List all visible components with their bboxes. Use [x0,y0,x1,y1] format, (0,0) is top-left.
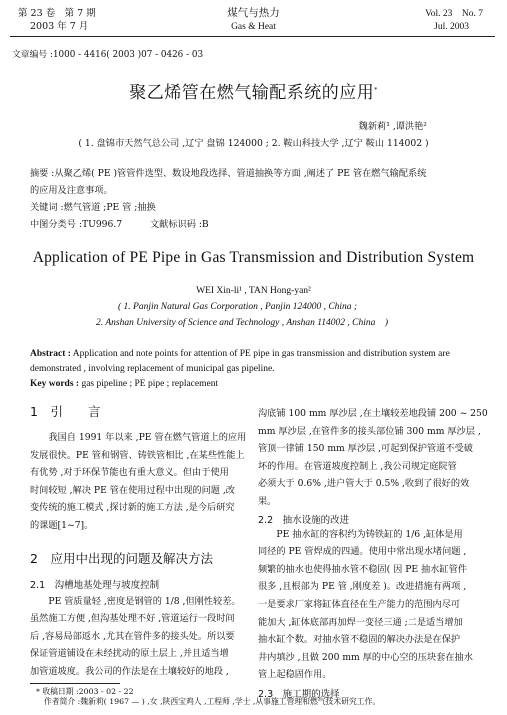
body-line: 沟底铺 100 mm 厚沙层 ,在土壤较差地段铺 200 ~ 250 [258,408,488,419]
classification-row [30,216,490,233]
header-volume-en: Vol. 23 No. 7 [425,9,483,19]
affiliation-en-1: ( 1. Panjin Natural Gas Corporation , Panjin 124000 , China ; [118,302,358,312]
article-number: 文章编号 :1000 - 4416( 2003 )07 - 0426 - 03 [12,50,204,60]
footnote-received: * 收稿日期 :2003 - 02 - 22 [36,687,134,696]
body-line: 发展很快。PE 管和钢管、铸铁管相比 ,在某些性能上 [30,449,245,461]
abstract-cn-line: 摘要 :从聚乙烯( PE )管管件选型、数设地段选择、管道抽换等方面 ,阐述了 PE 管在燃气输配系统 [30,168,427,179]
body-line: 果。 [258,495,277,507]
subsection-2-2-title: 2.2 抽水设施的改进 [258,514,350,526]
body-line: 加管道坡度。我公司的作法是在土壤较好的地段 , [30,665,229,677]
abstract-en-label: Abstract : [30,349,71,359]
abstract-en-line: demonstrated , involving replacement of municipal gas pipeline. [30,364,275,374]
right-body-continued [258,405,490,511]
left-column [30,402,250,681]
authors-cn: 魏新莉¹ ,谭洪艳² [358,121,427,132]
body-line: 抽水缸个数。对抽水管不稳固的解决办法是在保护 [258,634,461,646]
article-title-en: Application of PE Pipe in Gas Transmission and Distribution System [32,249,475,266]
footnote-rule [30,683,120,684]
body-line: 坏的作用。在管道坡度控制上 ,我公司规定庭院管 [258,460,457,472]
body-line: 的课题[1~7]。 [30,519,94,531]
header-volume-cn: 第 23 卷 第 7 期 [18,8,96,19]
article-title-cn [0,78,507,103]
body-line: 能加大 ,缸体底部再加焊一变径三通 ;二是适当增加 [258,616,463,628]
subsection-2-3-title: 2.3 施工期的选择 [258,688,340,700]
section-1-title: 1 引 言 [30,404,101,419]
body-line: 保证管道铺设在未经扰动的原土层上 ,并且适当增 [30,648,229,660]
authors-en: WEI Xin-li¹ , TAN Hong-yan² [196,286,311,296]
body-line: 同径的 PE 管焊成的四通。使用中常出现水堵问题 , [258,546,467,558]
body-line: 虽然施工方便 ,但沟基处理不好 ,管道运行一段时间 [30,613,235,625]
section-2-title: 2 应用中出现的问题及解决方法 [30,550,213,566]
abstract-en [30,347,490,392]
article-title-text: 聚乙烯管在燃气输配系统的应用 [129,83,375,103]
header-date-en: Jul. 2003 [434,22,469,32]
body-line: 管顶一律铺 150 mm 厚沙层 ,可起到保护管道不受破 [258,443,473,455]
subsection-2-1-title: 2.1 沟槽地基处理与坡度控制 [30,579,160,591]
abstract-cn [30,165,490,233]
right-column [258,405,490,700]
body-line: 一是要求厂家将缸体直径在生产能力的范围内尽可 [258,598,461,610]
body-line: 频繁的抽水也使得抽水管不稳固( 因 PE 抽水缸管件 [258,563,467,575]
abstract-en-line: Application and note points for attention of PE pipe in gas transmission and distribution system are [70,349,450,359]
body-line: 我国自 1991 年以来 ,PE 管在燃气管道上的应用 [48,432,247,443]
doc-code: 文献标识码 :B [149,219,209,230]
title-footnote-mark: * [374,86,378,94]
body-line: 管上起稳固作用。 [258,669,332,681]
body-line: PE 管质量轻 ,密度是钢管的 1/8 ,但刚性较差。 [48,595,241,607]
header-journal-cn: 煤气与热力 [227,7,280,19]
abstract-cn-line: 的应用及注意事项。 [30,185,113,196]
footnote-author-bio: 作者简介 :魏新莉( 1967 — ) ,女 ,陕西宝鸡人 ,工程师 ,学士 ,从事施工管理和燃气技术研究工作。 [44,697,381,706]
body-line: 必须大于 0.6% ,进户管大于 0.5% ,收到了很好的效 [258,478,470,490]
body-line: 有优势 ,对于环保节能也有重大意义。但由于使用 [30,467,229,479]
keywords-en: gas pipeline ; PE pipe ; replacement [79,379,219,389]
body-line: 时间较短 ,解决 PE 管在使用过程中出现的问题 ,改 [30,484,235,496]
body-line: 很多 ,且根部为 PE 管 ,刚度差 )。改进措施有两项 , [258,581,467,593]
body-line: mm 厚沙层 ,在管件多的接头部位铺 300 mm 厚沙层 , [258,425,481,437]
body-line: 变传统的施工模式 ,探讨新的施工方法 ,是今后研究 [30,502,235,514]
header-rule [10,36,495,37]
keywords-cn: 关键词 :燃气管道 ;PE 管 ;抽换 [30,202,156,213]
section-1-body [30,429,250,535]
body-line: 后 ,容易局部返水 ,尤其在管件多的接头处。所以要 [30,630,235,642]
class-number: 中图分类号 :TU996.7 [30,219,123,230]
body-line: PE 抽水缸的容积约为铸铁缸的 1/6 ,缸体是用 [276,528,463,540]
body-line: 井内填沙 ,且做 200 mm 厚的中心空的压块套在抽水 [258,651,473,663]
affiliation-cn: ( 1. 盘锦市天然气总公司 ,辽宁 盘锦 124000 ; 2. 鞍山科技大学 ,辽宁 鞍山 114002 ) [78,138,429,149]
subsection-2-2-body [258,526,490,684]
subsection-2-1-body [30,593,250,681]
affiliation-en-2: 2. Anshan University of Science and Technology , Anshan 114002 , China ) [96,318,389,328]
header-journal-en: Gas & Heat [231,22,276,32]
keywords-en-label: Key words : [30,379,80,389]
header-date-cn: 2003 年 7 月 [30,21,89,32]
